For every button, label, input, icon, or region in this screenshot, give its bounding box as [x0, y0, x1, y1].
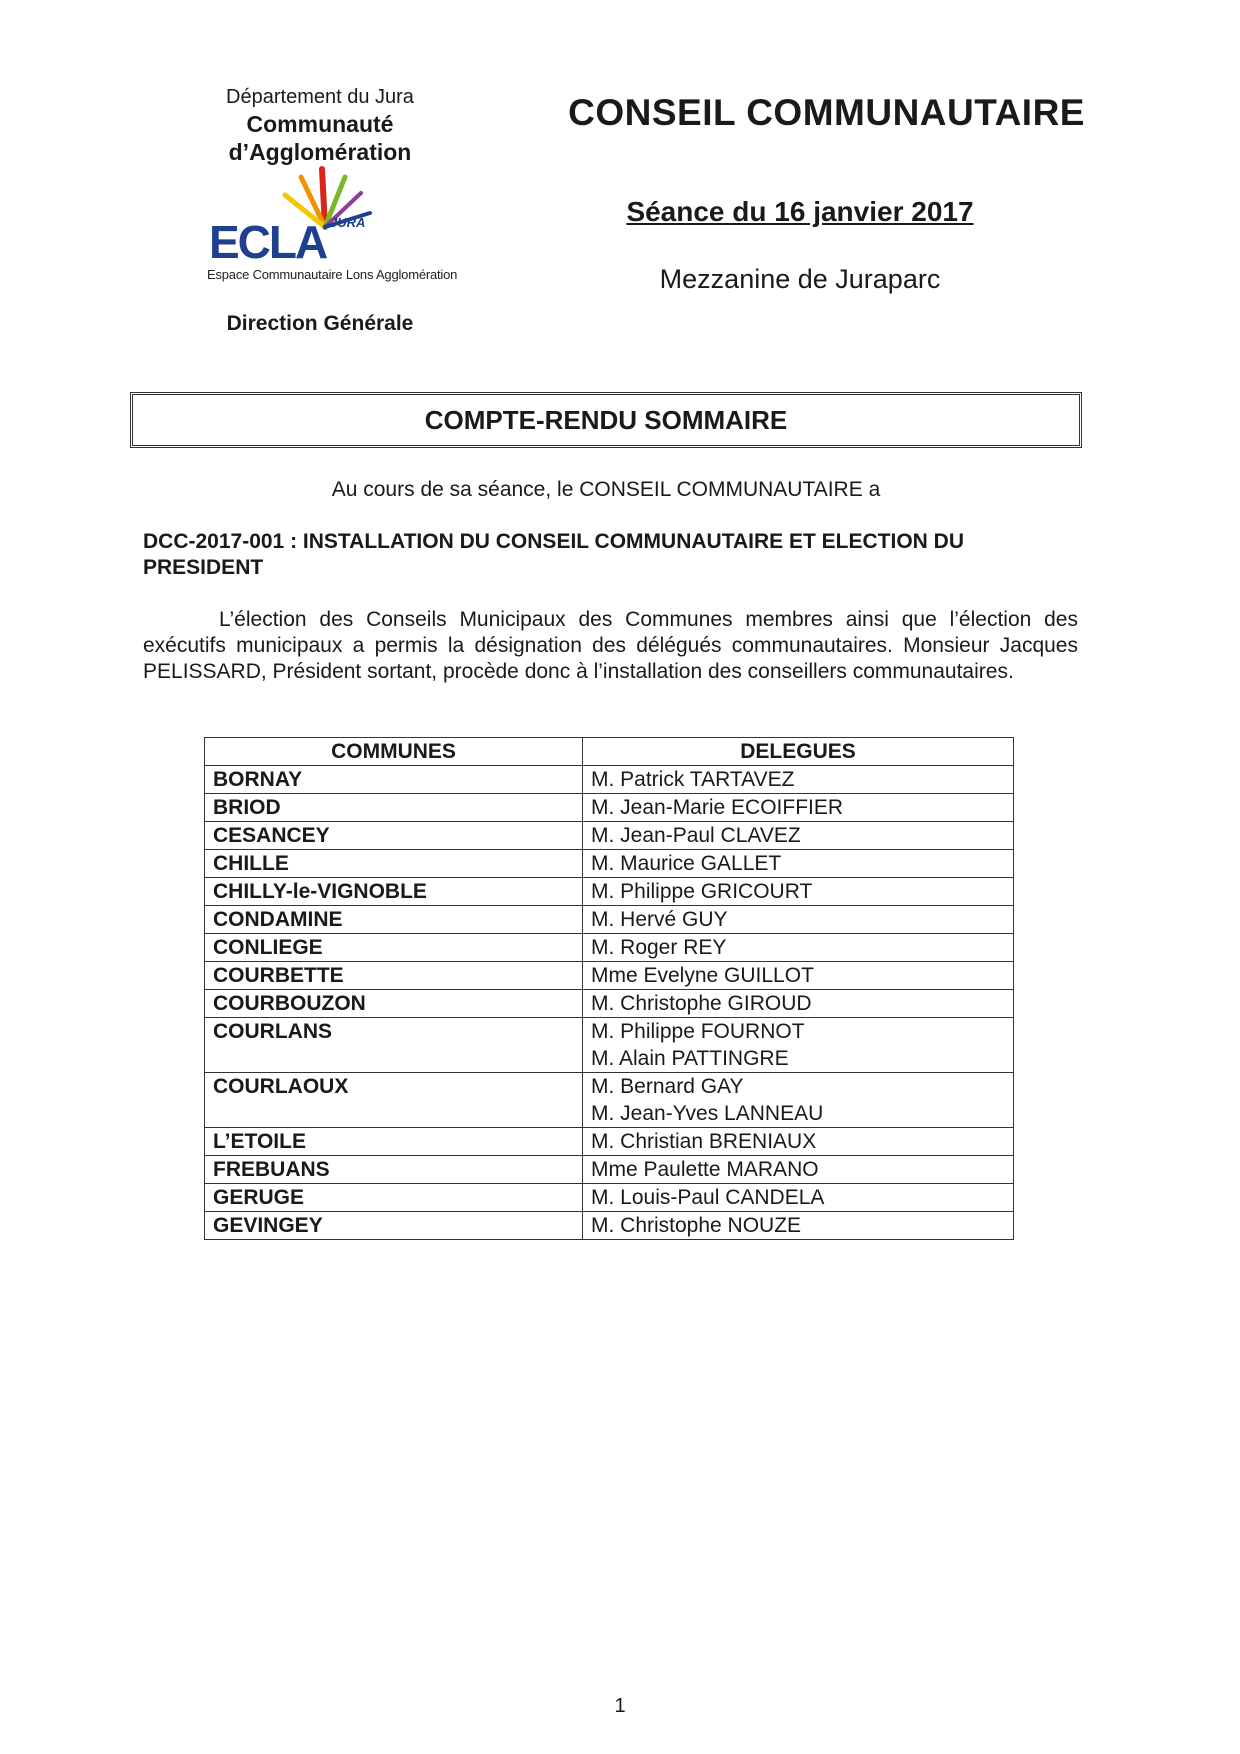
ecla-logo	[205, 165, 458, 285]
delegate-cell	[583, 850, 1014, 878]
report-title: COMPTE-RENDU SOMMAIRE	[424, 404, 788, 435]
commune-cell: CHILLY-le-VIGNOBLE	[205, 878, 583, 906]
table-row	[205, 906, 1014, 934]
delegate-name: M. Christophe NOUZE	[591, 1214, 802, 1237]
delegate-cell	[583, 906, 1014, 934]
delegate-cell	[583, 822, 1014, 850]
intro-text: Au cours de sa séance, le CONSEIL COMMUNAUTAIRE a	[331, 478, 881, 501]
commune-cell: GEVINGEY	[205, 1212, 583, 1240]
decision-title: DCC-2017-001 : INSTALLATION DU CONSEIL COMMUNAUTAIRE ET ELECTION DU PRESIDENT	[143, 530, 964, 579]
commune-cell: L’ETOILE	[205, 1128, 583, 1156]
logo-subtitle: Espace Communautaire Lons Agglomération	[207, 267, 458, 282]
report-title-box	[130, 392, 1082, 448]
table-row	[205, 1212, 1014, 1240]
document-title: CONSEIL COMMUNAUTAIRE	[568, 92, 1085, 133]
logo-jura: JURA	[330, 215, 366, 230]
logo-text: ECLA	[209, 216, 327, 268]
delegate-name: M. Jean-Paul CLAVEZ	[591, 824, 801, 847]
delegate-cell	[583, 962, 1014, 990]
delegate-name: M. Roger REY	[591, 936, 727, 959]
commune-cell: CHILLE	[205, 850, 583, 878]
commune-cell: CONLIEGE	[205, 934, 583, 962]
department-label: Département du Jura	[226, 86, 414, 108]
delegate-name: Mme Paulette MARANO	[591, 1158, 819, 1181]
table-row	[205, 878, 1014, 906]
commune-cell: CONDAMINE	[205, 906, 583, 934]
table-row	[205, 822, 1014, 850]
page-number: 1	[614, 1695, 626, 1717]
delegate-cell	[583, 1212, 1014, 1240]
delegate-cell	[583, 1073, 1014, 1128]
commune-cell: CESANCEY	[205, 822, 583, 850]
commune-cell: COURBETTE	[205, 962, 583, 990]
commune-cell: BRIOD	[205, 794, 583, 822]
table-row	[205, 1073, 1014, 1128]
delegate-cell	[583, 794, 1014, 822]
delegate-name: M. Jean-Marie ECOIFFIER	[591, 796, 844, 819]
delegate-cell	[583, 878, 1014, 906]
body-paragraph: L’élection des Conseils Municipaux des Communes membres ainsi que l’élection des exécutifs municipaux a permis la désignation des délégués communautaires. Monsieur Jacques PELISSARD, Président sortant, procède donc à l’installation des conseillers communautaires.	[143, 608, 1078, 683]
table-row	[205, 962, 1014, 990]
delegate-name: M. Louis-Paul CANDELA	[591, 1186, 825, 1209]
delegate-cell	[583, 1156, 1014, 1184]
table-row	[205, 934, 1014, 962]
delegate-name: M. Philippe GRICOURT	[591, 880, 813, 903]
community-line-1: Communauté	[246, 111, 394, 137]
column-header-communes: COMMUNES	[205, 738, 583, 766]
delegate-name: M. Patrick TARTAVEZ	[591, 768, 795, 791]
delegate-name: M. Alain PATTINGRE	[591, 1047, 789, 1070]
community-line-2: d’Agglomération	[228, 139, 412, 165]
commune-cell: COURBOUZON	[205, 990, 583, 1018]
table-row	[205, 850, 1014, 878]
delegates-table	[204, 737, 1014, 1240]
community-name	[200, 110, 440, 166]
commune-cell: COURLAOUX	[205, 1073, 583, 1128]
delegate-cell	[583, 766, 1014, 794]
table-row	[205, 766, 1014, 794]
table-row	[205, 990, 1014, 1018]
delegate-name: M. Hervé GUY	[591, 908, 728, 931]
table-header-row	[205, 738, 1014, 766]
table-row	[205, 1184, 1014, 1212]
table-body	[205, 766, 1014, 1240]
delegate-name: M. Jean-Yves LANNEAU	[591, 1102, 824, 1125]
table-row	[205, 794, 1014, 822]
commune-cell: FREBUANS	[205, 1156, 583, 1184]
delegate-name: M. Christophe GIROUD	[591, 992, 812, 1015]
delegate-cell	[583, 934, 1014, 962]
commune-cell: COURLANS	[205, 1018, 583, 1073]
commune-cell: GERUGE	[205, 1184, 583, 1212]
delegate-cell	[583, 990, 1014, 1018]
delegate-name: M. Maurice GALLET	[591, 852, 782, 875]
delegate-name: M. Philippe FOURNOT	[591, 1020, 805, 1043]
delegate-name: Mme Evelyne GUILLOT	[591, 964, 814, 987]
table-row	[205, 1156, 1014, 1184]
delegate-cell	[583, 1018, 1014, 1073]
column-header-delegues: DELEGUES	[583, 738, 1014, 766]
session-location: Mezzanine de Juraparc	[659, 264, 941, 294]
table-row	[205, 1018, 1014, 1073]
commune-cell: BORNAY	[205, 766, 583, 794]
delegate-cell	[583, 1128, 1014, 1156]
table-row	[205, 1128, 1014, 1156]
delegate-cell	[583, 1184, 1014, 1212]
delegate-name: M. Bernard GAY	[591, 1075, 744, 1098]
session-date: Séance du 16 janvier 2017	[626, 196, 974, 227]
delegate-name: M. Christian BRENIAUX	[591, 1130, 817, 1153]
direction-label: Direction Générale	[226, 312, 414, 335]
